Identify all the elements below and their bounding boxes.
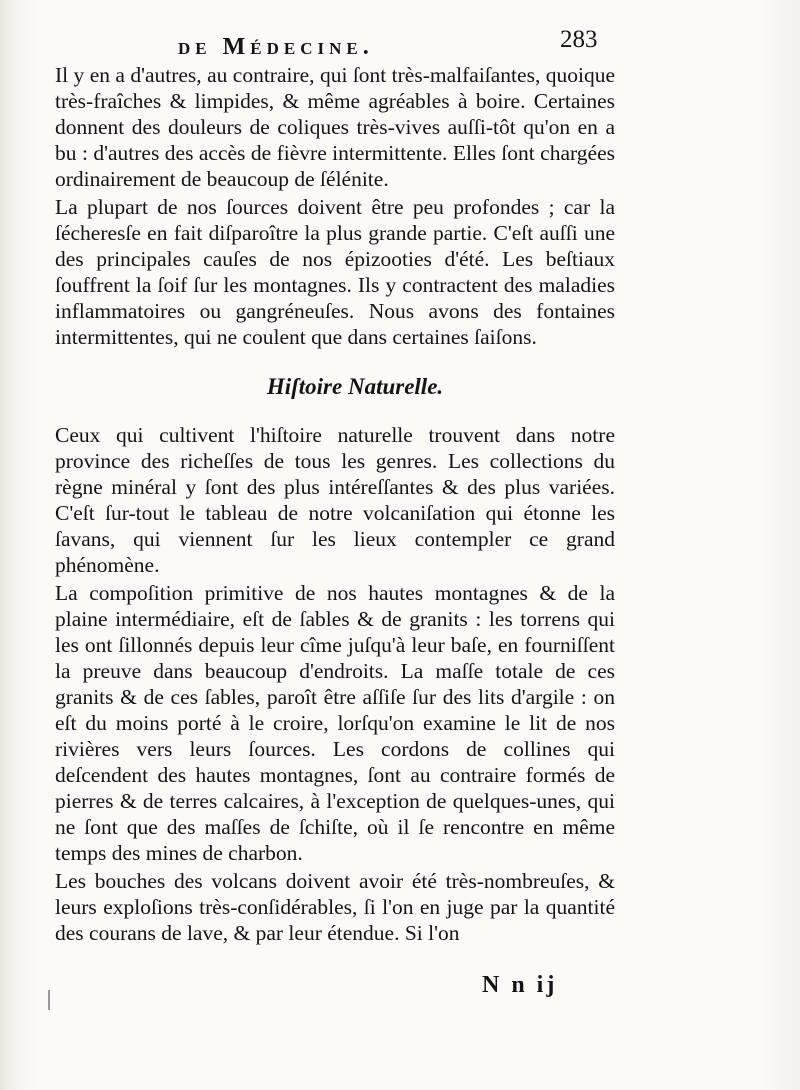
- paragraph-bad-waters: Il y en a d'autres, au contraire, qui ſont très-malfaiſantes, quoique très-fraîches & limpides, & même agréables à boire. Certaines donnent des douleurs de coliques très-vives auſſi-tôt qu'on en a bu : d'autres des accès de fièvre intermittente. Elles ſont chargées ordinairement de beaucoup de ſélénite.: [55, 63, 615, 191]
- paragraph-springs: La plupart de nos ſources doivent être peu profondes ; car la ſécheresſe en fait diſparoître la plus grande partie. C'eſt auſſi une des principales cauſes de nos épizooties d'été. Les beſtiaux ſouffrent la ſoif ſur les montagnes. Ils y contractent des maladies inflammatoires ou gangréneuſes. Nous avons des fontaines intermittentes, qui ne coulent que dans certaines ſaiſons.: [55, 195, 615, 349]
- paragraph-volcanoes: Les bouches des volcans doivent avoir été très-nombreuſes, & leurs exploſions très-conſidérables, ſi l'on en juge par la quantité des courans de lave, & par leur étendue. Si l'on: [55, 869, 615, 945]
- paragraph-natural-history: Ceux qui cultivent l'hiſtoire naturelle trouvent dans notre province des richeſſes de tous les genres. Les collections du règne minéral y ſont des plus intéreſſantes & des plus variées. C'eſt ſur-tout le tableau de notre volcaniſation qui étonne les ſavans, qui viennent ſur les lieux contempler ce grand phénomène.: [55, 423, 615, 577]
- margin-mark: [48, 990, 50, 1010]
- running-title: de Médecine.: [178, 34, 374, 60]
- paragraph-mountains: La compoſition primitive de nos hautes montagnes & de la plaine intermédiaire, eſt de ſables & de granits : les torrens qui les ont ſillonnés depuis leur cîme juſqu'à leur baſe, en fourniſſent la preuve dans beaucoup d'endroits. La maſſe totale de ces granits & de ces ſables, paroît être aſſiſe ſur des lits d'argile : on eſt du moins porté à le croire, lorſqu'on examine le lit de nos rivières vers leurs ſources. Les cordons de collines qui deſcendent des hautes montagnes, ſont au contraire formés de pierres & de terres calcaires, à l'exception de quelques-unes, qui ne ſont que des maſſes de ſchiſte, où il ſe rencontre en même temps des mines de charbon.: [55, 581, 615, 865]
- page-number: 283: [560, 26, 598, 53]
- running-head: [0, 24, 800, 64]
- body-text: [55, 62, 615, 946]
- section-heading: Hiſtoire Naturelle.: [266, 374, 444, 399]
- signature-mark: N n ij: [482, 972, 558, 998]
